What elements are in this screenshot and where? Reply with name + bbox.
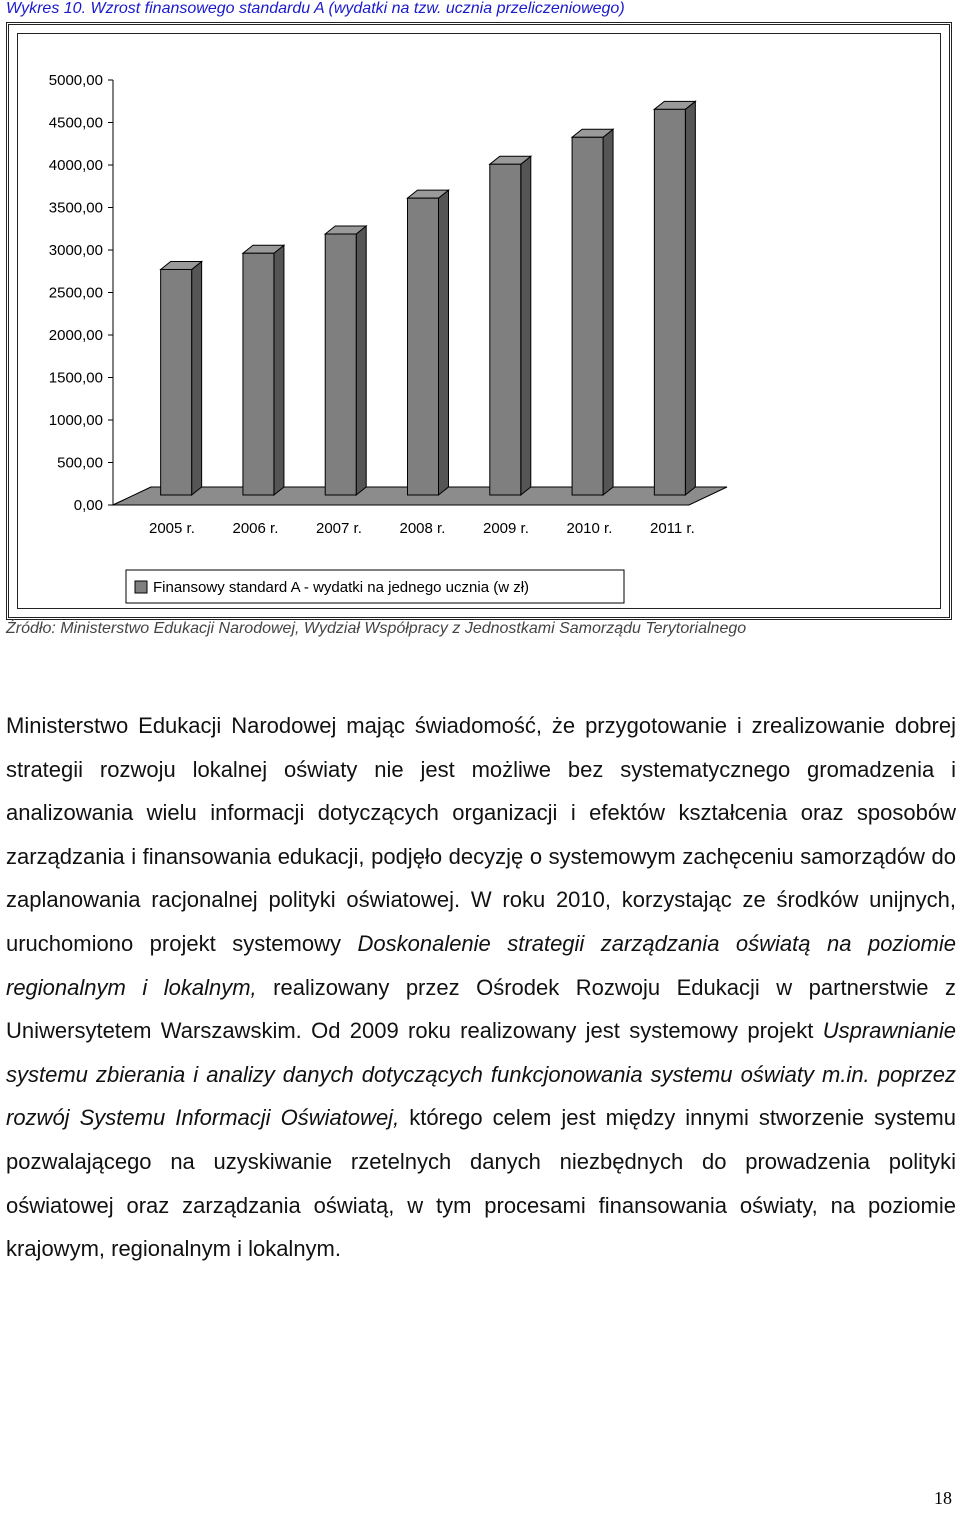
x-tick-label: 2009 r. bbox=[483, 520, 529, 537]
x-tick-label: 2008 r. bbox=[399, 520, 446, 537]
bar bbox=[490, 164, 521, 495]
y-tick-label: 3000,00 bbox=[48, 242, 103, 259]
y-tick-label: 4500,00 bbox=[48, 114, 103, 132]
y-tick-label: 500,00 bbox=[57, 454, 103, 472]
y-tick-label: 0,00 bbox=[73, 497, 103, 514]
bar bbox=[572, 137, 603, 495]
bar bbox=[243, 253, 274, 495]
y-tick-label: 1000,00 bbox=[48, 412, 103, 429]
chart-frame bbox=[6, 22, 952, 620]
y-tick-label: 2000,00 bbox=[48, 327, 103, 344]
project-title-2: Usprawnianie systemu zbierania i analizy danych dotyczących funkcjonowania systemu oświaty m.in. poprzez rozwój Systemu Informacji Oświatowej, bbox=[6, 1018, 956, 1131]
paragraph-text-2: realizowany przez Ośrodek Rozwoju Edukacji w partnerstwie z Uniwersytetem Warszawskim. Od 2009 roku realizowany jest systemowy projekt bbox=[6, 974, 957, 1044]
bar bbox=[654, 109, 685, 495]
paragraph-text-3: którego celem jest między innymi stworzenie systemu pozwalającego na uzyskiwanie rzetelnych danych niezbędnych do prowadzenia polityki oświatowej oraz zarządzania oświatą, w tym procesami finansowania oświaty, na poziomie krajowym, regionalnym i lokalnym. bbox=[6, 1105, 956, 1262]
legend-swatch bbox=[135, 581, 147, 593]
y-tick-label: 4000,00 bbox=[48, 157, 103, 174]
bar-side bbox=[521, 156, 531, 495]
bar-side bbox=[274, 245, 284, 495]
body-paragraph bbox=[6, 704, 956, 1271]
figure-caption: Wykres 10. Wzrost finansowego standardu A (wydatki na tzw. ucznia przeliczeniowego) bbox=[6, 0, 625, 17]
source-note: Źródło: Ministerstwo Edukacji Narodowej, Wydział Współpracy z Jednostkami Samorządu Terytorialnego bbox=[6, 620, 747, 637]
y-tick-label: 1500,00 bbox=[48, 369, 103, 387]
legend-label: Finansowy standard A - wydatki na jednego ucznia (w zł) bbox=[153, 579, 530, 596]
bar bbox=[325, 234, 356, 495]
bar-side bbox=[192, 261, 202, 495]
x-tick-label: 2007 r. bbox=[316, 520, 362, 537]
page-number: 18 bbox=[934, 1488, 952, 1508]
y-tick-label: 2500,00 bbox=[48, 284, 103, 302]
bar-side bbox=[603, 129, 613, 495]
bar-side bbox=[685, 101, 695, 495]
x-tick-label: 2006 r. bbox=[232, 520, 279, 537]
project-title-1: Doskonalenie strategii zarządzania oświatą na poziomie regionalnym i lokalnym, bbox=[6, 930, 956, 1000]
bar bbox=[161, 269, 192, 495]
y-tick-label: 5000,00 bbox=[48, 72, 103, 89]
bar-side bbox=[356, 226, 366, 495]
x-tick-label: 2005 r. bbox=[149, 520, 195, 537]
bar bbox=[408, 198, 439, 495]
paragraph-text-1: Ministerstwo Edukacji Narodowej mając świadomość, że przygotowanie i zrealizowanie dobrej strategii rozwoju lokalnej oświaty nie jest możliwe bez systematycznego gromadzenia i analizowania wielu informacji dotyczących organizacji i efektów kształcenia oraz sposobów zarządzania i finansowania edukacji, podjęło decyzję o systemowym zachęceniu samorządów do zaplanowania racjonalnej polityki oświatowej. W roku 2010, korzystając ze środków unijnych, uruchomiono projekt systemowy bbox=[6, 713, 956, 956]
bar-side bbox=[439, 190, 449, 495]
x-tick-label: 2010 r. bbox=[566, 520, 613, 537]
bar-chart bbox=[9, 25, 949, 617]
x-tick-label: 2011 r. bbox=[650, 520, 695, 537]
y-tick-label: 3500,00 bbox=[48, 199, 103, 217]
